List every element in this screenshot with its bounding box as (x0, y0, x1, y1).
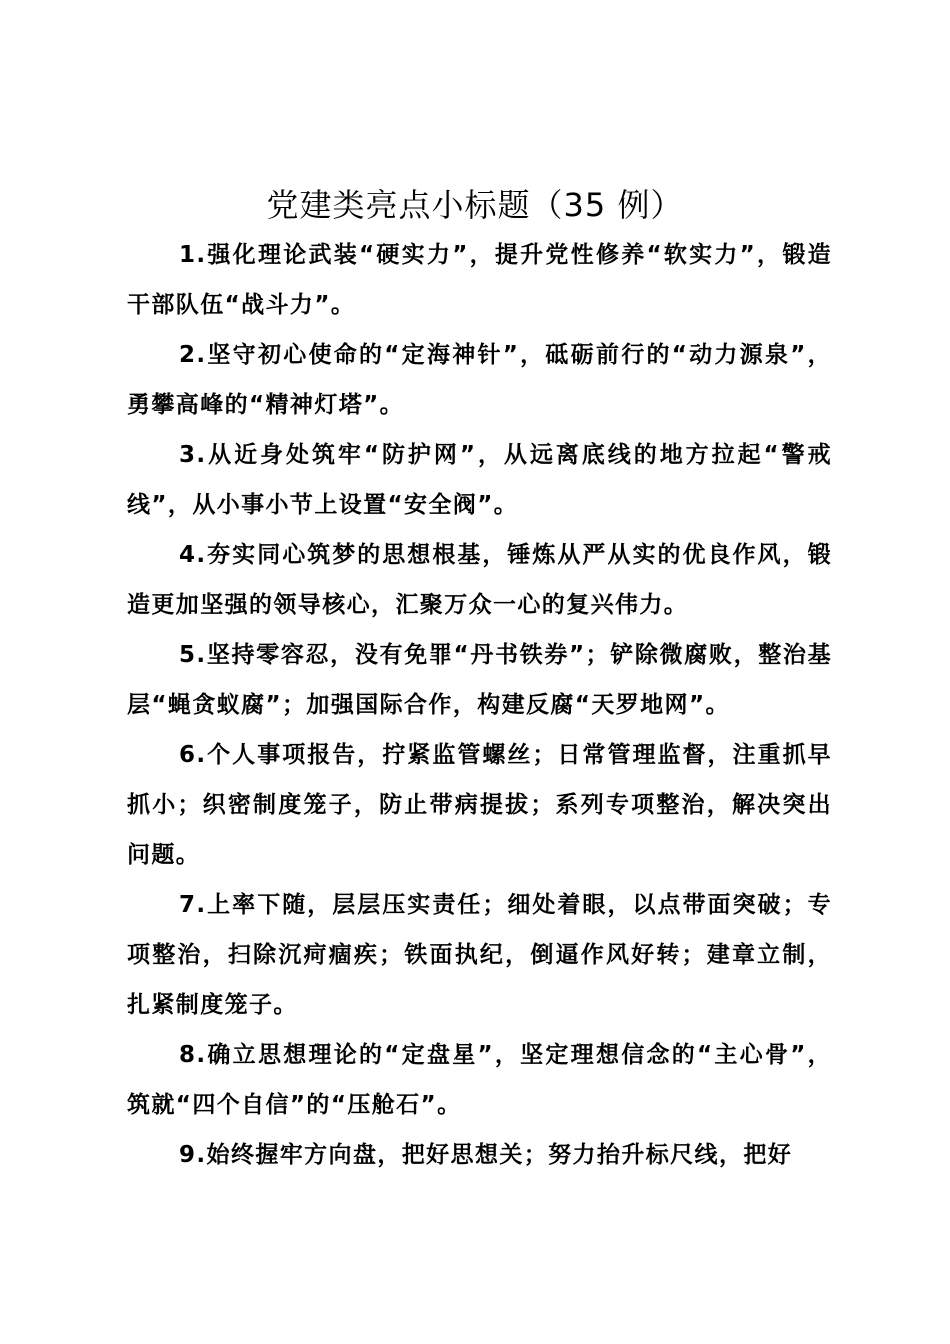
paragraph-8: 8.确立思想理论的“定盘星”，坚定理想信念的“主心骨”，筑就“四个自信”的“压舱石”。 (127, 1042, 832, 1118)
paragraph-6: 6.个人事项报告，拧紧监管螺丝；日常管理监督，注重抓早抓小；织密制度笼子，防止带病提拔；系列专项整治，解决突出问题。 (127, 742, 832, 868)
paragraph-3: 3.从近身处筑牢“防护网”，从远离底线的地方拉起“警戒线”，从小事小节上设置“安全阀”。 (127, 442, 832, 518)
paragraph-7: 7.上率下随，层层压实责任；细处着眼，以点带面突破；专项整治，扫除沉疴痼疾；铁面执纪，倒逼作风好转；建章立制，扎紧制度笼子。 (127, 892, 832, 1018)
paragraph-4: 4.夯实同心筑梦的思想根基，锤炼从严从实的优良作风，锻造更加坚强的领导核心，汇聚万众一心的复兴伟力。 (127, 542, 832, 618)
paragraph-9: 9.始终握牢方向盘，把好思想关；努力抬升标尺线，把好 (179, 1142, 793, 1168)
document-title: 党建类亮点小标题（35 例） (266, 186, 684, 224)
paragraph-1: 1.强化理论武装“硬实力”，提升党性修养“软实力”，锻造干部队伍“战斗力”。 (127, 242, 832, 318)
paragraph-5: 5.坚持零容忍，没有免罪“丹书铁券”；铲除微腐败，整治基层“蝇贪蚁腐”；加强国际合作，构建反腐“天罗地网”。 (127, 642, 832, 718)
paragraph-2: 2.坚守初心使命的“定海神针”，砥砺前行的“动力源泉”，勇攀高峰的“精神灯塔”。 (127, 342, 832, 418)
document-body (127, 230, 832, 1180)
